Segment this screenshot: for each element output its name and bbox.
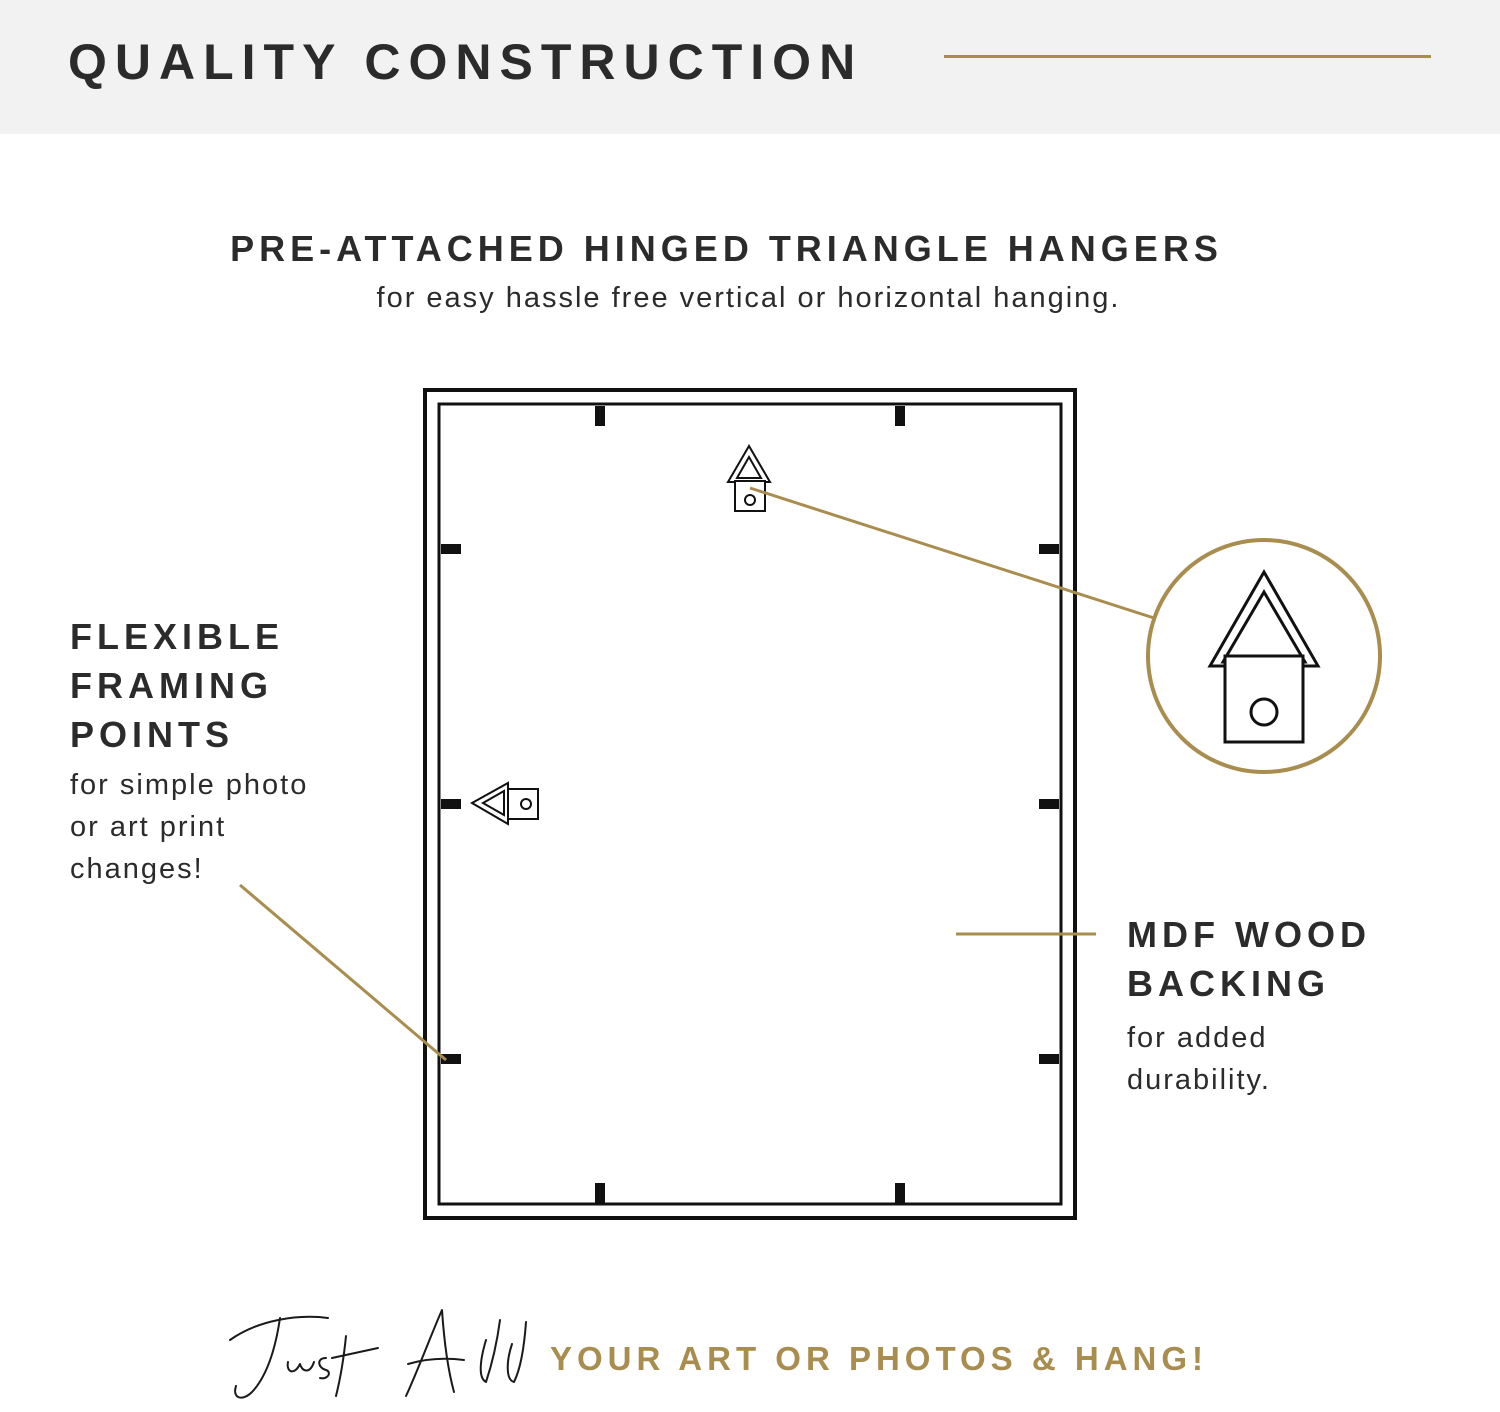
side-hanger-icon — [472, 783, 538, 824]
triangle-hanger-icon — [728, 446, 770, 511]
hangers-description: for easy hassle free vertical or horizontal hanging. — [376, 282, 1121, 314]
tagline-text: YOUR ART OR PHOTOS & HANG! — [550, 1340, 1209, 1377]
mdf-heading-line: MDF WOOD — [1127, 914, 1371, 955]
flexible-description-line: for simple photo — [70, 769, 309, 801]
page-title: QUALITY CONSTRUCTION — [68, 34, 864, 90]
mdf-description-line: for added — [1127, 1022, 1268, 1054]
flexible-heading-line: FRAMING — [70, 665, 273, 706]
mdf-description-line: durability. — [1127, 1064, 1271, 1096]
flexible-heading-line: POINTS — [70, 714, 235, 755]
flexible-leader-line — [240, 885, 446, 1060]
hangers-heading: PRE-ATTACHED HINGED TRIANGLE HANGERS — [230, 228, 1223, 269]
flexible-description-line: changes! — [70, 853, 204, 885]
mdf-heading-line: BACKING — [1127, 963, 1330, 1004]
flexible-description-line: or art print — [70, 811, 227, 843]
just-add-script — [228, 1300, 528, 1410]
flexible-heading-line: FLEXIBLE — [70, 616, 285, 657]
hanger-leader-line — [750, 488, 1154, 618]
